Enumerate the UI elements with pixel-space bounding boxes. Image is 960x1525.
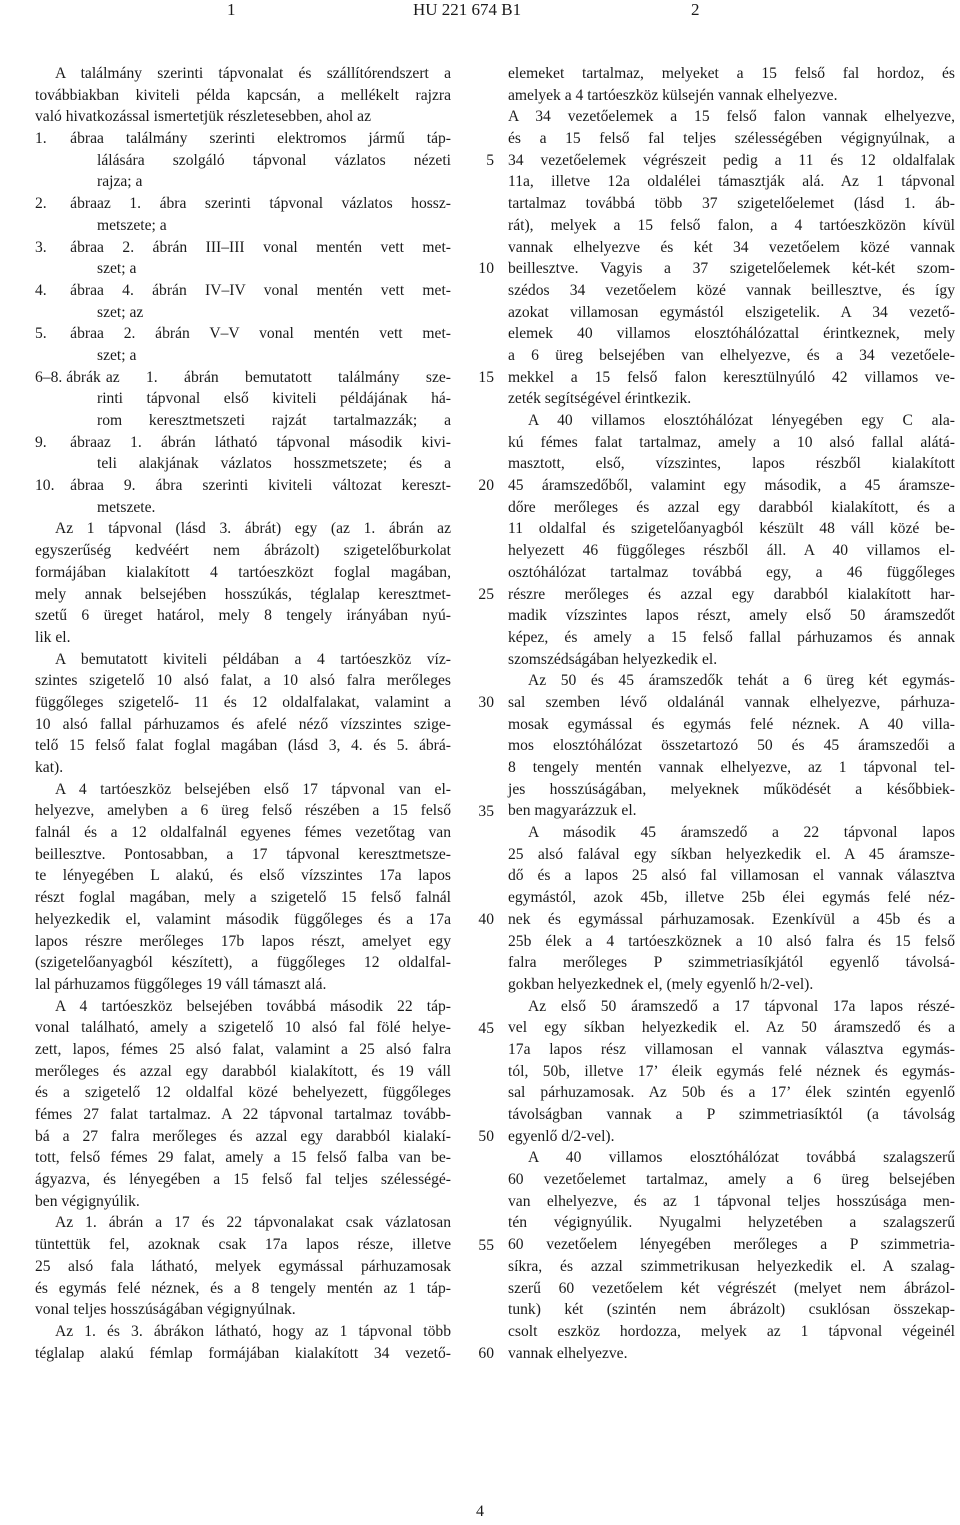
left-text-line: lapos részre merőleges 17b lapos részt, amelyet egy: [35, 932, 451, 950]
left-text-line: továbbiakban kiviteli példa kapcsán, a mellékelt rajzra: [35, 86, 451, 104]
left-text-line: és a szigetelő 12 oldalfal közé behelyezett, függőleges: [35, 1084, 451, 1102]
left-column: [35, 63, 451, 1364]
left-text-line: rajza; a: [97, 173, 143, 191]
right-text-line: mekkel a 15 felső falon keresztülnyúló 42 villamos ve-: [508, 368, 955, 386]
right-text-line: sal szemben lévő oldalánál vannak elhelyezve, párhuza-: [508, 693, 955, 711]
left-text-line: zett, lapos, fémes 25 alsó falat, valamint a 25 alsó falra: [35, 1040, 451, 1058]
figure-label: 2. ábra: [35, 195, 97, 213]
right-text-line: elemek 40 villamos elosztóhálózattal érintkeznek, mely: [508, 325, 955, 343]
right-column: [508, 63, 955, 1364]
right-text-line: azokat villamosan egymástól elszigetelik. A 34 vezető-: [508, 303, 955, 321]
right-text-line: ben magyarázzuk el.: [508, 802, 637, 820]
right-text-line: a 6 üreg belsejében van elhelyezve, és a 34 vezetőele-: [508, 346, 955, 364]
right-text-line: nek és egymással párhuzamosak. Ezenkívül a 45b és a: [508, 910, 955, 928]
left-text-line: szetű 6 üreget határol, mely 8 tengely irányában nyú-: [35, 607, 451, 625]
left-text-line: szintes szigetelő 10 alsó falat, a 10 alsó falra merőleges: [35, 672, 451, 690]
right-text-line: 34 vezetőelemek végrészeit pedig a 11 és 12 oldalfalak: [508, 151, 955, 169]
line-number: 35: [478, 802, 494, 820]
left-text-line: szet; a: [97, 346, 137, 364]
right-text-line: dőre merőleges és azzal egy darabból kialakított, és a: [508, 498, 955, 516]
figure-label: 9. ábra: [35, 433, 97, 451]
left-text-line: részt foglal magában, mely a szigetelő 15 felső falnál: [35, 889, 451, 907]
right-text-line: A 34 vezetőelemek a 15 felső falon vannak elhelyezve,: [508, 108, 955, 126]
right-text-line: tól, 50b, illetve 17’ éleik egymás felé néznek és egymás-: [508, 1062, 955, 1080]
left-text-line: [35, 128, 451, 150]
left-text-line: A 4 tartóeszköz belsejében első 17 tápvonal van el-: [55, 780, 451, 798]
left-text-line: beillesztve. Pontosabban, a 17 tápvonal keresztmetsze-: [35, 845, 451, 863]
left-text-line: [35, 323, 451, 345]
figure-label: 10. ábra: [35, 477, 97, 495]
left-text-line: 10 alsó fallal párhuzamos és afelé néző vízszintes szige-: [35, 715, 451, 733]
line-number: 40: [478, 911, 494, 929]
left-text-line: kat).: [35, 759, 64, 776]
left-text-line: bá a 27 falra merőleges és azzal egy darabból kialakí-: [35, 1127, 451, 1145]
left-text-line: metszete; a: [97, 216, 167, 234]
right-text-line: amelyek a 4 tartóeszköz külsején vannak elhelyezve.: [508, 86, 838, 104]
left-text-line: rinti tápvonal első kiviteli példájának há-: [97, 390, 451, 408]
figure-caption-text: az 1. ábrán látható tápvonal második kivi-: [97, 433, 451, 451]
footer-page-number: 4: [476, 1503, 484, 1520]
line-number: 25: [478, 585, 494, 603]
right-text-line: A második 45 áramszedő a 22 tápvonal lapos: [528, 824, 955, 842]
right-text-line: 60 vezetőelemet tartalmaz, amely a 6 üreg belsejében: [508, 1171, 955, 1189]
left-text-line: A bemutatott kiviteli példában a 4 tartóeszköz víz-: [55, 650, 451, 668]
right-text-line: vel egy síkban helyezkedik el. Az 50 áramszedő és a: [508, 1019, 955, 1037]
right-text-line: 25 alsó falával egy síkban helyezkedik el. A 45 áramsze-: [508, 845, 955, 863]
left-text-line: te lényegében L alakú, és első vízszintes 17a lapos: [35, 867, 451, 885]
right-text-line: helyezett 46 függőleges részből áll. A 40 villamos el-: [508, 542, 955, 560]
right-text-line: tén végignyúlik. Nyugalmi helyzetében a szalagszerű: [508, 1214, 955, 1232]
right-text-line: zeték segítségével érintkezik.: [508, 390, 692, 408]
line-number: 30: [478, 694, 494, 712]
figure-label: 4. ábra: [35, 281, 97, 299]
right-text-line: 60 vezetőelem lényegében merőleges a P szimmetria-: [508, 1236, 955, 1254]
right-text-line: gokban helyezkednek el, (mely egyenlő h/2-vel).: [508, 975, 814, 993]
header-document-id: HU 221 674 B1: [413, 0, 522, 19]
left-text-line: Az 1 tápvonal (lásd 3. ábrát) egy (az 1. ábrán az: [55, 520, 451, 538]
figure-caption-text: a 4. ábrán IV–IV vonal mentén vett met-: [97, 281, 451, 299]
left-text-line: Az 1. ábrán a 17 és 22 tápvonalakat csak vázlatosan: [55, 1214, 451, 1232]
left-text-line: mely annak belsejében hosszúkás, téglalap keresztmet-: [35, 585, 451, 603]
figure-label: 3. ábra: [35, 238, 97, 256]
right-text-line: távolságban vannak a P szimmetriasíktól (a távolság: [508, 1106, 955, 1123]
right-text-line: Az 50 és 45 áramszedők tehát a 6 üreg két egymás-: [528, 672, 955, 690]
left-text-line: lik el.: [35, 628, 71, 646]
line-number: 55: [478, 1236, 494, 1254]
left-text-line: [35, 280, 451, 302]
left-text-line: függőleges szigetelő- 11 és 12 oldalfalakat, valamint a: [35, 693, 451, 711]
right-text-line: szomszédságában helyezkedik el.: [508, 650, 718, 668]
right-text-line: falra merőleges P szimmetriasíkjától egyenlő távolsá-: [508, 954, 955, 972]
left-text-line: való hivatkozással ismertetjük részletesebben, ahol az: [35, 108, 372, 126]
left-text-line: téglalap alakú fémlap formájában kialakított 34 vezető-: [35, 1344, 451, 1362]
left-text-line: tüntettük fel, azoknak csak 17a lapos része, illetve: [35, 1236, 451, 1254]
right-text-line: A 40 villamos elosztóhálózat lényegében egy C ala-: [528, 412, 955, 429]
right-text-line: van elhelyezve, és az 1 tápvonal teljes hosszúsága men-: [508, 1192, 955, 1210]
line-number: 15: [478, 368, 494, 386]
left-text-line: [35, 475, 451, 497]
header-right-page-number: 2: [691, 0, 700, 19]
left-text-line: A találmány szerinti tápvonalat és szállítórendszert a: [55, 65, 451, 82]
right-text-line: egymástól, azok 45b, illetve 25b élei egymás felé néz-: [508, 889, 955, 907]
left-text-line: (szigetelőanyagból készített), a függőleges 12 oldalfal-: [35, 954, 451, 972]
figure-caption-text: a 2. ábrán III–III vonal mentén vett met-: [97, 238, 451, 256]
left-text-line: [35, 432, 451, 454]
figure-caption-text: a 2. ábrán V–V vonal mentén vett met-: [97, 325, 451, 343]
right-text-line: vannak elhelyezve és két 34 vezetőelem közé vannak: [508, 238, 955, 256]
left-text-line: [35, 367, 451, 389]
left-text-line: A 4 tartóeszköz belsejében továbbá második 22 táp-: [55, 997, 451, 1015]
figure-caption-text: az 1. ábra szerinti tápvonal vázlatos hossz-: [97, 195, 451, 213]
right-text-line: osztóhálózat tartalmaz továbbá egy, a 46 függőleges: [508, 563, 955, 581]
left-text-line: ben végignyúlik.: [35, 1192, 140, 1210]
right-text-line: és a 15 felső fal teljes szélességében végignyúlnak, a: [508, 130, 955, 148]
left-text-line: fémes 27 falat tartalmaz. A 22 tápvonal tartalmaz tovább-: [35, 1106, 451, 1123]
right-text-line: csolt eszköz hordozza, melyek az 1 tápvonal végeinél: [508, 1322, 955, 1340]
left-text-line: Az 1. és 3. ábrákon látható, hogy az 1 tápvonal több: [55, 1322, 451, 1340]
right-text-line: képez, és amely a 15 felső fallal párhuzamos és annak: [508, 628, 955, 646]
right-text-line: 45 áramszedőből, valamint egy második, a 45 áramsze-: [508, 477, 955, 495]
line-number: 20: [478, 477, 494, 495]
left-text-line: metszete.: [97, 498, 156, 516]
right-text-line: mosak egymással és egymás felé néznek. A 40 villa-: [508, 715, 955, 733]
right-text-line: kú fémes falat tartalmaz, amely a 10 alsó fallal alátá-: [508, 433, 955, 451]
left-text-line: [35, 193, 451, 215]
left-text-line: és egymás felé néznek, és a 8 tengely mentén az 1 táp-: [35, 1279, 451, 1297]
left-text-line: vonal található, amely a szigetelő 10 alsó fal fölé helye-: [35, 1019, 451, 1037]
figure-caption-text: az 1. ábrán bemutatott találmány sze-: [105, 368, 451, 386]
left-text-line: szet; az: [97, 303, 144, 321]
right-text-line: szédos 34 vezetőelem közé vannak beillesztve, és így: [508, 281, 955, 299]
figure-label: 1. ábra: [35, 130, 97, 148]
left-text-line: vonal teljes hosszúságában végignyúlnak.: [35, 1301, 296, 1319]
right-text-line: masztott, első, vízszintes, lapos részből kialakított: [508, 455, 955, 473]
right-text-line: 11a, illetve 12a oldalélei támasztják alá. Az 1 tápvonal: [508, 173, 955, 191]
right-text-line: sal párhuzamosak. Az 50b és a 17’ élek szintén egyenlő: [508, 1084, 955, 1102]
line-number: 45: [478, 1019, 494, 1037]
right-text-line: dő és a lapos 25 alsó fal villamosan el vannak választva: [508, 867, 955, 885]
figure-label: 6–8. ábrák: [35, 368, 101, 386]
right-text-line: jes hosszúságában, melyeknek működését a későbbiek-: [508, 780, 955, 798]
right-text-line: síkra, és azzal szimmetrikusan helyezkedik el. A szalag-: [508, 1257, 955, 1275]
left-text-line: lal párhuzamos függőleges 19 váll támaszt alá.: [35, 975, 327, 993]
right-text-line: beillesztve. Vagyis a 37 szigetelőelemek két-két szom-: [508, 260, 955, 278]
left-text-line: [35, 237, 451, 259]
right-text-line: Az első 50 áramszedő a 17 tápvonal 17a lapos részé-: [528, 997, 955, 1015]
left-text-line: helyezve, amelyben a 6 üreg felső részében a 15 felső: [35, 802, 451, 820]
right-text-line: elemeket tartalmaz, melyeket a 15 felső fal hordoz, és: [508, 65, 955, 82]
figure-caption-text: a találmány szerinti elektromos jármű táp-: [97, 130, 451, 148]
line-number: 50: [478, 1128, 494, 1146]
line-number: 5: [486, 151, 494, 169]
left-text-line: ágyazva, és lényegében a 15 felső fal teljes szélességé-: [35, 1171, 451, 1189]
left-text-line: szet; a: [97, 260, 137, 278]
left-text-line: lálására szolgáló tápvonal vázlatos nézeti: [97, 151, 451, 169]
left-text-line: rom keresztmetszeti rajzát tartalmazzák; a: [97, 412, 451, 429]
left-text-line: 25 alsó fala látható, melyek egymással párhuzamosak: [35, 1257, 451, 1275]
right-text-line: mos elosztóhálózat összetartozó 50 és 45 áramszedői a: [508, 737, 955, 755]
left-text-line: merőleges és azzal egy darabból kialakított, és 19 váll: [35, 1062, 451, 1080]
right-text-line: szerű 60 vezetőelem két végrészét (melyet nem ábrázol-: [508, 1279, 955, 1297]
right-text-line: 17a lapos rész villamosan el vannak választva egymás-: [508, 1040, 955, 1058]
header-left-page-number: 1: [227, 0, 236, 19]
right-text-line: madik vízszintes lapos részt, amely első 50 áramszedőt: [508, 607, 955, 625]
right-text-line: részre merőleges és azzal egy darabból kialakított har-: [508, 585, 955, 603]
right-text-line: tartalmaz továbbá több 37 szigetelőelemet (lásd 1. áb-: [508, 195, 955, 213]
right-text-line: vannak elhelyezve.: [508, 1344, 628, 1362]
line-number: 10: [478, 260, 494, 278]
left-text-line: formájában kialakított 4 tartóeszközt foglal magában,: [35, 563, 451, 581]
figure-caption-text: a 9. ábra szerinti kiviteli változat kereszt-: [97, 477, 451, 495]
right-text-line: rát), melyek a 15 felső falon, a 4 tartóeszközön kívül: [508, 216, 955, 234]
left-text-line: egyszerűség kedvéért nem ábrázolt) szigetelőburkolat: [35, 542, 451, 560]
right-text-line: tunk) két (szintén nem ábrázolt) csuklósan összekap-: [508, 1301, 955, 1319]
right-text-line: egyenlő d/2-vel).: [508, 1127, 615, 1145]
right-text-line: 11 oldalfal és szigetelőanyagból készült 48 váll közé be-: [508, 520, 955, 538]
left-text-line: telő 15 felső falat foglal magában (lásd 3, 4. és 5. ábrá-: [35, 737, 451, 755]
right-text-line: 8 tengely mentén vannak elhelyezve, az 1 tápvonal tel-: [508, 759, 955, 776]
right-text-line: A 40 villamos elosztóhálózat továbbá szalagszerű: [528, 1149, 955, 1167]
left-text-line: teli alakjának vázlatos hosszmetszete; és a: [97, 455, 451, 473]
right-text-line: 25b élek a 4 tartóeszköznek a 10 alsó falra és 15 felső: [508, 932, 955, 950]
left-text-line: falnál és a 12 oldalfalnál egyenes fémes vezetőtag van: [35, 824, 451, 842]
left-text-line: helyezkedik el, valamint második függőleges és a 17a: [35, 910, 451, 928]
figure-label: 5. ábra: [35, 325, 97, 343]
left-text-line: tott, felső fémes 29 falat, amely a 15 felső falba van be-: [35, 1149, 451, 1167]
line-number: 60: [478, 1345, 494, 1363]
